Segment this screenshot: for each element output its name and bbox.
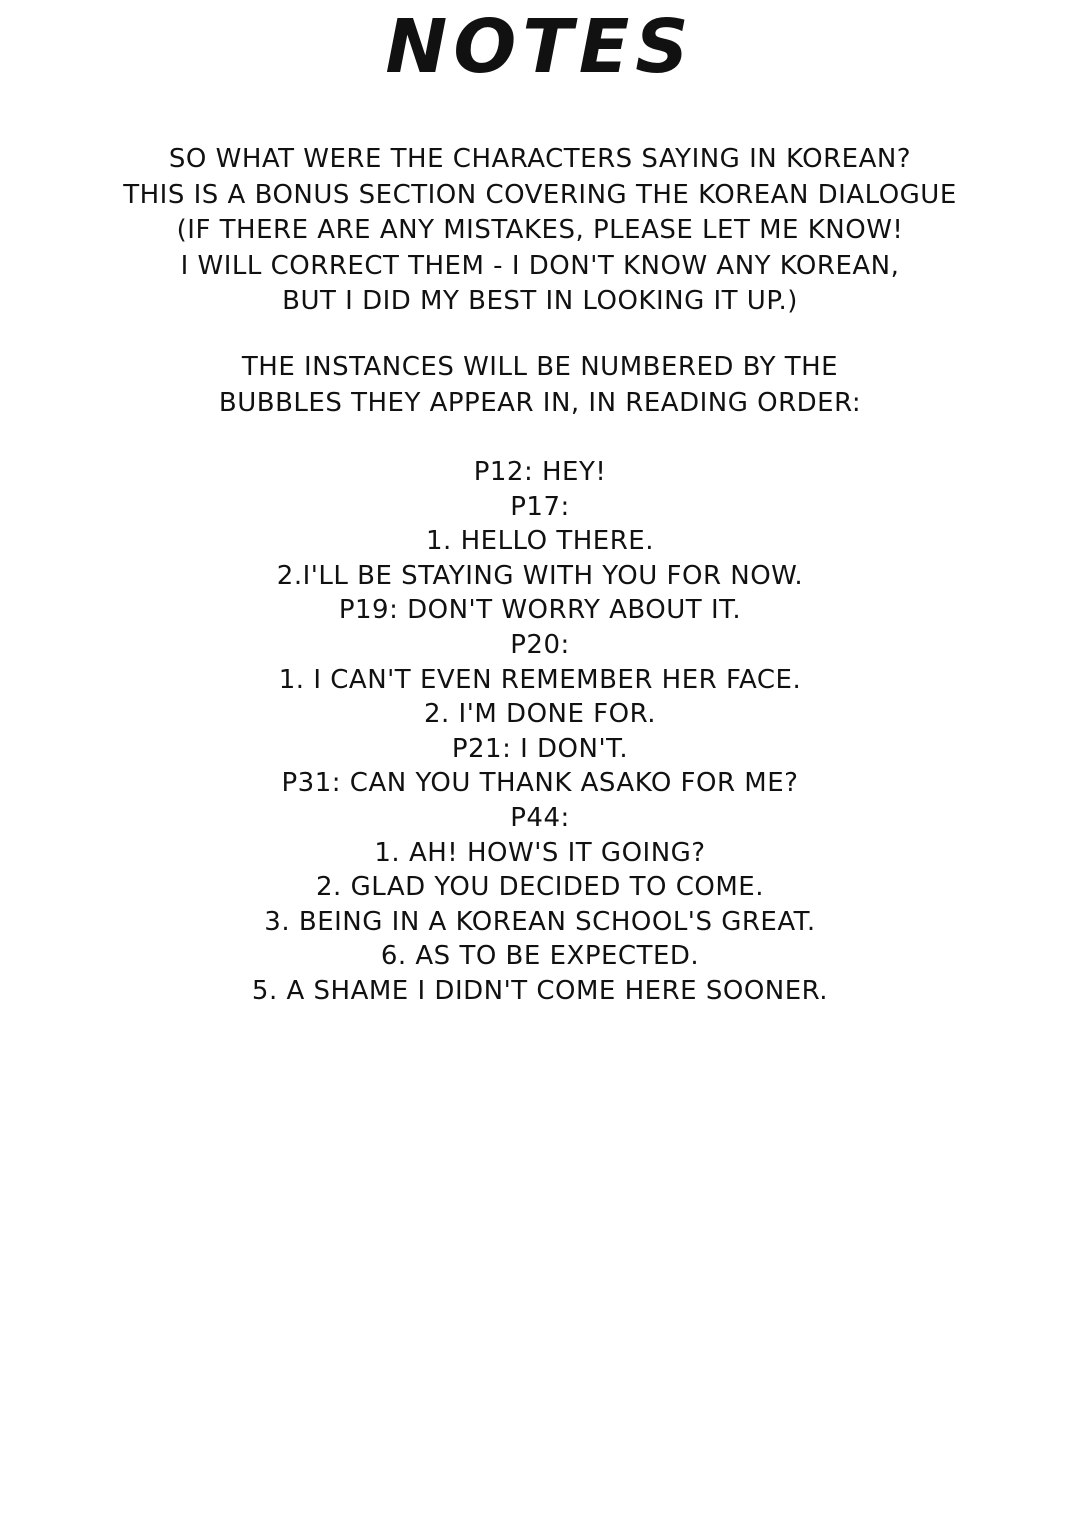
list-item: 3. BEING IN A KOREAN SCHOOL'S GREAT. <box>264 906 816 937</box>
list-item: 5. A SHAME I DIDN'T COME HERE SOONER. <box>251 975 829 1006</box>
list-item: 2.I'LL BE STAYING WITH YOU FOR NOW. <box>276 560 804 591</box>
list-item: 2. GLAD YOU DECIDED TO COME. <box>316 872 764 903</box>
page-entry-p19: P19: DON'T WORRY ABOUT IT. <box>338 595 742 626</box>
intro-line: THIS IS A BONUS SECTION COVERING THE KOREAN DIALOGUE <box>123 179 957 210</box>
list-item: 1. AH! HOW'S IT GOING? <box>374 837 706 868</box>
page-entry-p20: P20: <box>510 629 570 660</box>
page-entry-p12: P12: HEY! <box>473 457 607 487</box>
intro-paragraph <box>0 142 1080 320</box>
list-item: 6. AS TO BE EXPECTED. <box>380 941 700 972</box>
page-entry-p31: P31: CAN YOU THANK ASAKO FOR ME? <box>281 768 799 799</box>
list-item: 1. HELLO THERE. <box>426 526 654 557</box>
numbering-note-line: BUBBLES THEY APPEAR IN, IN READING ORDER: <box>218 387 862 418</box>
intro-line: I WILL CORRECT THEM - I DON'T KNOW ANY KOREAN, <box>180 250 900 281</box>
page-entry-p44: P44: <box>510 802 570 833</box>
numbering-note <box>0 350 1080 421</box>
intro-line: BUT I DID MY BEST IN LOOKING IT UP.) <box>282 286 798 316</box>
page-entry-p17: P17: <box>510 491 570 522</box>
page-entry-p21: P21: I DON'T. <box>451 733 629 764</box>
intro-line: SO WHAT WERE THE CHARACTERS SAYING IN KOREAN? <box>168 144 912 174</box>
intro-line: (IF THERE ARE ANY MISTAKES, PLEASE LET ME KNOW! <box>176 215 904 245</box>
page-title: NOTES <box>385 4 695 90</box>
list-item: 2. I'M DONE FOR. <box>423 699 657 730</box>
list-item: 1. I CAN'T EVEN REMEMBER HER FACE. <box>278 664 802 695</box>
numbering-note-line: THE INSTANCES WILL BE NUMBERED BY THE <box>241 352 839 382</box>
translation-list <box>0 455 1080 1009</box>
